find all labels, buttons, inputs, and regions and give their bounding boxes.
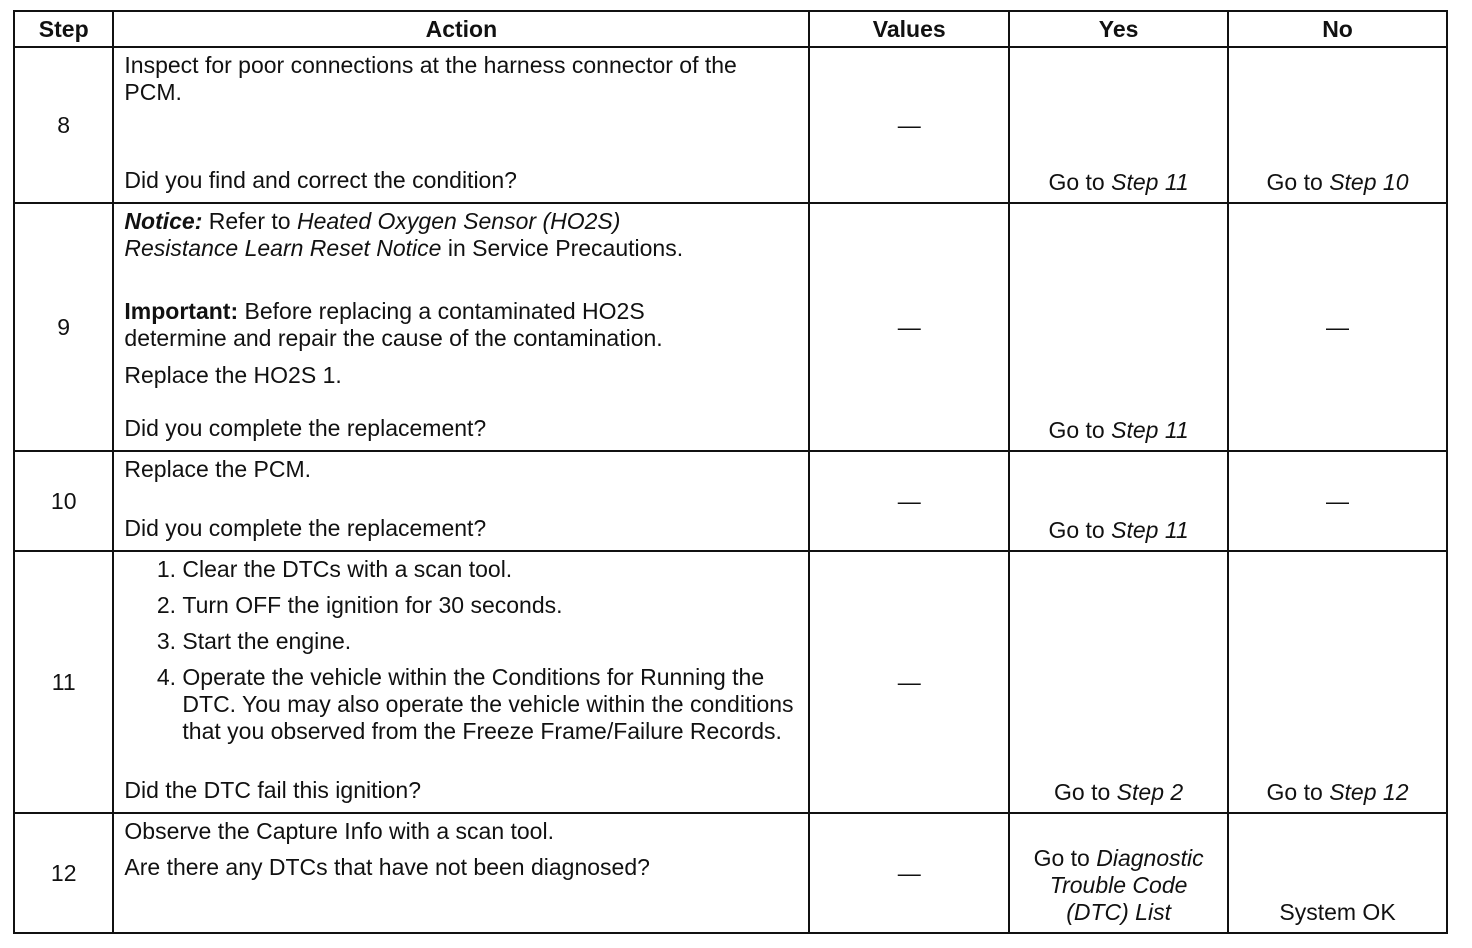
no-cell [1228, 813, 1447, 933]
header-no: No [1228, 11, 1447, 47]
yes-cell [1009, 451, 1228, 551]
yes-prefix: Go to [1054, 779, 1117, 805]
yes-step-link: Step 2 [1116, 779, 1184, 805]
notice-paragraph: Notice: Refer to Heated Oxygen Sensor (HO2S) Resistance Learn Reset Notice in Service Precautions. [124, 208, 684, 261]
no-result: System OK [1279, 899, 1396, 925]
header-step: Step [14, 11, 113, 47]
value-cell: — [809, 813, 1009, 933]
action-cell [113, 813, 809, 933]
action-text: Inspect for poor connections at the harness connector of the PCM. [124, 52, 737, 105]
question-text: Are there any DTCs that have not been diagnosed? [124, 854, 650, 880]
table-row [14, 551, 1447, 813]
no-step-link: Step 10 [1329, 169, 1409, 195]
important-paragraph: Important: Before replacing a contaminated HO2S determine and repair the cause of the contamination. [124, 298, 663, 351]
action-cell [113, 203, 809, 451]
table-row [14, 451, 1447, 551]
yes-prefix: Go to [1033, 845, 1097, 871]
action-text: Replace the PCM. [124, 456, 312, 482]
header-row [14, 11, 1447, 47]
yes-cell [1009, 551, 1228, 813]
action-cell [113, 451, 809, 551]
diagnostic-table [13, 10, 1448, 934]
list-item: 1. Clear the DTCs with a scan tool. [182, 556, 798, 583]
question-text: Did you complete the replacement? [124, 515, 487, 541]
step-number: 8 [14, 47, 113, 203]
list-item: 4. Operate the vehicle within the Conditions for Running the DTC. You may also operate the vehicle within the conditions that you observed from the Freeze Frame/Failure Records. [182, 664, 798, 745]
no-cell: — [1228, 451, 1447, 551]
action-cell [113, 551, 809, 813]
list-item: 2. Turn OFF the ignition for 30 seconds. [182, 592, 798, 619]
header-yes: Yes [1009, 11, 1228, 47]
question-text: Did the DTC fail this ignition? [124, 777, 421, 803]
list-item: 3. Start the engine. [182, 628, 798, 655]
no-prefix: Go to [1266, 169, 1330, 195]
action-text: Replace the HO2S 1. [124, 362, 342, 388]
yes-dtc-list-link: Diagnostic Trouble Code (DTC) List [1049, 845, 1204, 925]
table-row [14, 203, 1447, 451]
step-number: 11 [14, 551, 113, 813]
step-number: 12 [14, 813, 113, 933]
no-cell [1228, 551, 1447, 813]
yes-prefix: Go to [1048, 417, 1112, 443]
notice-reference: Heated Oxygen Sensor (HO2S) Resistance Learn Reset Notice [124, 208, 621, 261]
value-cell: — [809, 47, 1009, 203]
no-cell [1228, 47, 1447, 203]
no-cell: — [1228, 203, 1447, 451]
yes-prefix: Go to [1048, 169, 1112, 195]
no-prefix: Go to [1266, 779, 1330, 805]
header-action: Action [113, 11, 809, 47]
action-cell [113, 47, 809, 203]
question-text: Did you complete the replacement? [124, 415, 487, 441]
no-step-link: Step 12 [1329, 779, 1409, 805]
yes-step-link: Step 11 [1111, 517, 1189, 543]
question-text: Did you find and correct the condition? [124, 167, 517, 193]
yes-step-link: Step 11 [1111, 169, 1189, 195]
table-row [14, 47, 1447, 203]
value-cell: — [809, 203, 1009, 451]
notice-label: Notice: [124, 208, 203, 234]
value-cell: — [809, 451, 1009, 551]
important-label: Important: [124, 298, 239, 324]
header-values: Values [809, 11, 1009, 47]
step-number: 10 [14, 451, 113, 551]
yes-cell [1009, 203, 1228, 451]
procedure-list [124, 556, 798, 745]
yes-cell [1009, 47, 1228, 203]
value-cell: — [809, 551, 1009, 813]
step-number: 9 [14, 203, 113, 451]
table-row [14, 813, 1447, 933]
yes-cell [1009, 813, 1228, 933]
action-text: Observe the Capture Info with a scan tool. [124, 818, 554, 844]
yes-step-link: Step 11 [1111, 417, 1189, 443]
yes-prefix: Go to [1048, 517, 1112, 543]
